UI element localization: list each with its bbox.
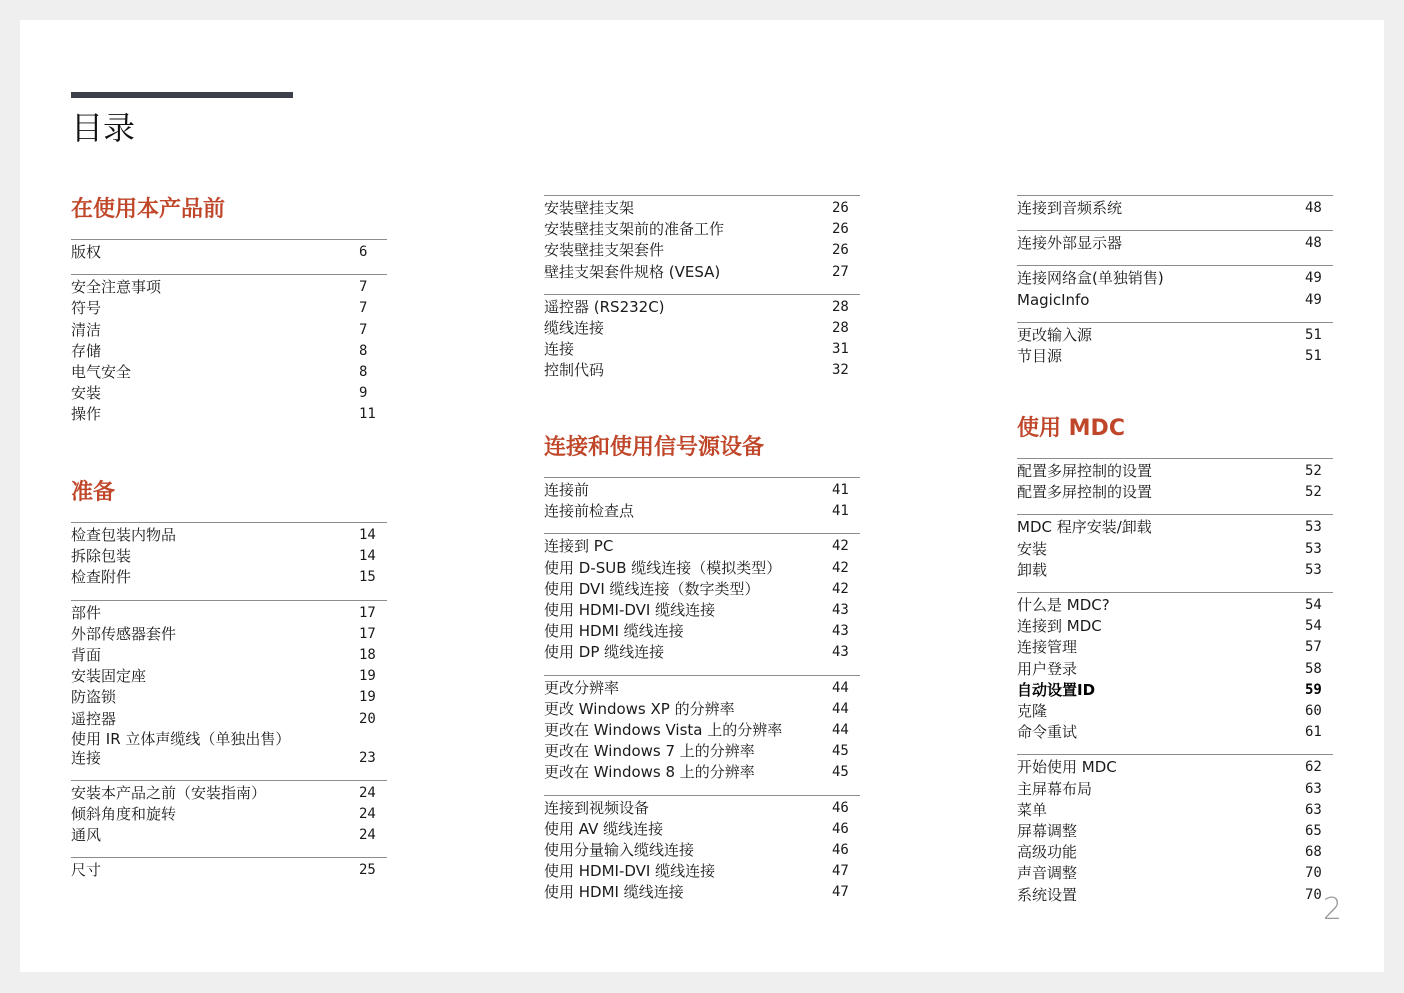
title-accent-bar bbox=[71, 92, 293, 98]
toc-entry-page: 24 bbox=[359, 784, 376, 801]
toc-entry-page: 58 bbox=[1305, 660, 1322, 677]
toc-entry-label: 使用 DP 缆线连接 bbox=[544, 643, 665, 662]
toc-entry[interactable] bbox=[1017, 821, 1333, 842]
toc-entry[interactable] bbox=[544, 536, 860, 557]
toc-entry[interactable] bbox=[1017, 885, 1333, 906]
toc-entry[interactable] bbox=[544, 501, 860, 522]
toc-column-1 bbox=[71, 195, 387, 880]
toc-entry[interactable] bbox=[1017, 722, 1333, 743]
toc-group bbox=[71, 780, 387, 847]
toc-entry[interactable] bbox=[1017, 616, 1333, 637]
toc-entry-label: 使用 AV 缆线连接 bbox=[544, 819, 664, 838]
toc-group bbox=[544, 533, 860, 663]
toc-entry[interactable] bbox=[544, 219, 860, 240]
toc-entry-page: 26 bbox=[832, 242, 849, 259]
toc-entry-label: 背面 bbox=[71, 646, 102, 665]
toc-entry-label: 外部传感器套件 bbox=[71, 624, 177, 643]
toc-entry-page: 70 bbox=[1305, 865, 1322, 882]
toc-entry-label: 用户登录 bbox=[1017, 659, 1078, 678]
toc-entry-page: 53 bbox=[1305, 519, 1322, 536]
toc-entry-label: 连接到 MDC bbox=[1017, 617, 1102, 636]
toc-entry-page: 49 bbox=[1305, 270, 1322, 287]
toc-entry-page: 44 bbox=[832, 700, 849, 717]
toc-entry-page: 41 bbox=[832, 503, 849, 520]
toc-entry-label: 使用分量输入缆线连接 bbox=[544, 841, 695, 860]
toc-entry-label: 高级功能 bbox=[1017, 843, 1078, 862]
page-number: 2 bbox=[1322, 892, 1342, 927]
toc-entry-label: 更改在 Windows 8 上的分辨率 bbox=[544, 763, 755, 782]
toc-entry-page: 60 bbox=[1305, 703, 1322, 720]
toc-entry-page: 32 bbox=[832, 362, 849, 379]
toc-entry-page: 7 bbox=[359, 321, 368, 338]
page-title: 目录 bbox=[71, 109, 136, 147]
toc-entry[interactable] bbox=[71, 783, 387, 804]
toc-entry-page: 15 bbox=[359, 569, 376, 586]
toc-entry[interactable] bbox=[71, 546, 387, 567]
toc-section bbox=[544, 195, 860, 382]
toc-entry[interactable] bbox=[1017, 659, 1333, 680]
toc-entry-page: 54 bbox=[1305, 597, 1322, 614]
toc-entry-label: 存储 bbox=[71, 341, 102, 360]
toc-entry-page: 65 bbox=[1305, 823, 1322, 840]
toc-entry-page: 63 bbox=[1305, 801, 1322, 818]
toc-entry-page: 7 bbox=[359, 279, 368, 296]
toc-entry-page: 47 bbox=[832, 863, 849, 880]
toc-entry-label: 连接到视频设备 bbox=[544, 798, 650, 817]
toc-entry-label: 安装本产品之前（安装指南） bbox=[71, 783, 267, 802]
toc-entry-page: 6 bbox=[359, 244, 368, 260]
toc-entry[interactable] bbox=[544, 579, 860, 600]
toc-entry-page: 61 bbox=[1305, 724, 1322, 741]
toc-entry[interactable] bbox=[544, 262, 860, 283]
toc-entry[interactable] bbox=[1017, 461, 1333, 482]
toc-group bbox=[71, 239, 387, 263]
toc-entry-page: 17 bbox=[359, 604, 376, 621]
toc-section bbox=[544, 433, 860, 915]
toc-entry-page: 57 bbox=[1305, 639, 1322, 656]
toc-entry[interactable] bbox=[1017, 560, 1333, 581]
toc-entry-label: 符号 bbox=[71, 299, 102, 318]
toc-group bbox=[1017, 195, 1333, 219]
toc-entry-label: 安装固定座 bbox=[71, 667, 147, 686]
toc-entry-label: 卸载 bbox=[1017, 560, 1048, 579]
toc-entry-label: 配置多屏控制的设置 bbox=[1017, 462, 1153, 480]
toc-entry[interactable] bbox=[544, 699, 860, 720]
toc-entry-label: 电气安全 bbox=[71, 363, 132, 382]
toc-entry-label: 克隆 bbox=[1017, 702, 1048, 721]
toc-entry[interactable] bbox=[71, 804, 387, 825]
toc-entry-page: 14 bbox=[359, 548, 376, 565]
toc-entry-label: 操作 bbox=[71, 405, 102, 424]
toc-entry-label: 安全注意事项 bbox=[71, 278, 162, 297]
toc-entry-page: 48 bbox=[1305, 200, 1322, 216]
toc-entry-page: 31 bbox=[832, 341, 849, 358]
toc-group bbox=[71, 274, 387, 425]
toc-entry-label: 更改分辨率 bbox=[544, 678, 620, 697]
toc-entry-label: 使用 D-SUB 缆线连接（模拟类型） bbox=[544, 558, 782, 577]
toc-column-3 bbox=[1017, 195, 1333, 904]
toc-entry-label: MagicInfo bbox=[1017, 290, 1090, 309]
toc-group bbox=[1017, 514, 1333, 581]
toc-entry-page: 28 bbox=[832, 298, 849, 315]
section-heading: 使用 MDC bbox=[1017, 416, 1125, 441]
toc-entry-label: 遥控器 (RS232C) bbox=[544, 297, 665, 316]
toc-group bbox=[544, 477, 860, 522]
toc-entry-page: 46 bbox=[832, 820, 849, 837]
toc-entry-label: 控制代码 bbox=[544, 361, 605, 380]
toc-entry[interactable] bbox=[544, 819, 860, 840]
toc-entry-page: 17 bbox=[359, 625, 376, 642]
toc-entry-page: 51 bbox=[1305, 348, 1322, 365]
toc-entry-label: 使用 IR 立体声缆线（单独出售） 连接 bbox=[71, 729, 291, 768]
toc-entry-label: 开始使用 MDC bbox=[1017, 758, 1117, 777]
toc-entry-page: 70 bbox=[1305, 886, 1322, 903]
toc-entry-label: 连接前检查点 bbox=[544, 502, 635, 521]
toc-entry-label: 连接 bbox=[544, 340, 575, 359]
toc-entry[interactable] bbox=[544, 339, 860, 360]
toc-entry[interactable] bbox=[544, 798, 860, 819]
toc-entry[interactable] bbox=[71, 242, 387, 263]
toc-entry[interactable] bbox=[71, 603, 387, 624]
toc-entry[interactable] bbox=[71, 298, 387, 319]
toc-entry-page: 43 bbox=[832, 602, 849, 619]
toc-entry-page: 44 bbox=[832, 679, 849, 696]
toc-entry[interactable] bbox=[71, 567, 387, 588]
toc-entry-page: 63 bbox=[1305, 780, 1322, 797]
toc-entry-page: 24 bbox=[359, 827, 376, 844]
toc-entry[interactable] bbox=[71, 525, 387, 546]
toc-entry[interactable] bbox=[71, 687, 387, 708]
toc-entry[interactable] bbox=[1017, 779, 1333, 800]
toc-entry-page: 46 bbox=[832, 842, 849, 859]
toc-entry-label: 尺寸 bbox=[71, 861, 102, 880]
toc-entry[interactable] bbox=[544, 240, 860, 261]
toc-entry-page: 27 bbox=[832, 263, 849, 280]
toc-entry-page: 68 bbox=[1305, 844, 1322, 861]
toc-entry[interactable] bbox=[544, 480, 860, 501]
toc-entry[interactable] bbox=[1017, 800, 1333, 821]
toc-entry[interactable] bbox=[71, 709, 387, 730]
toc-entry[interactable] bbox=[544, 318, 860, 339]
toc-entry-label: 使用 HDMI-DVI 缆线连接 bbox=[544, 862, 716, 881]
toc-entry-label: 连接到 PC bbox=[544, 537, 614, 556]
toc-group bbox=[71, 522, 387, 589]
toc-entry-label: 系统设置 bbox=[1017, 885, 1078, 904]
toc-group bbox=[544, 795, 860, 904]
toc-entry-label: 检查附件 bbox=[71, 568, 132, 587]
toc-entry-page: 47 bbox=[832, 884, 849, 901]
toc-entry-label: MDC 程序安装/卸载 bbox=[1017, 518, 1152, 537]
toc-entry-page: 52 bbox=[1305, 463, 1322, 479]
toc-group bbox=[1017, 230, 1333, 254]
toc-entry-label: 更改在 Windows 7 上的分辨率 bbox=[544, 742, 755, 761]
toc-group bbox=[1017, 265, 1333, 310]
toc-entry-page: 42 bbox=[832, 580, 849, 597]
toc-entry[interactable] bbox=[544, 720, 860, 741]
toc-group bbox=[1017, 754, 1333, 905]
toc-entry-page: 18 bbox=[359, 647, 376, 664]
toc-entry-page: 62 bbox=[1305, 759, 1322, 776]
toc-entry[interactable] bbox=[1017, 757, 1333, 778]
toc-entry-page: 19 bbox=[359, 689, 376, 706]
toc-entry-label: 倾斜角度和旋转 bbox=[71, 805, 177, 824]
toc-entry[interactable] bbox=[1017, 346, 1333, 367]
toc-entry-label: 屏幕调整 bbox=[1017, 822, 1078, 841]
toc-entry[interactable] bbox=[71, 341, 387, 362]
toc-entry-page: 26 bbox=[832, 200, 849, 216]
toc-entry-label: 缆线连接 bbox=[544, 319, 605, 338]
toc-entry[interactable] bbox=[1017, 198, 1333, 219]
toc-entry-page: 51 bbox=[1305, 326, 1322, 343]
toc-section bbox=[71, 478, 387, 893]
toc-entry-page: 14 bbox=[359, 527, 376, 543]
toc-entry-page: 23 bbox=[359, 749, 376, 766]
toc-entry[interactable] bbox=[544, 642, 860, 663]
toc-entry[interactable] bbox=[544, 678, 860, 699]
toc-entry-label: 安装壁挂支架套件 bbox=[544, 241, 665, 260]
toc-group bbox=[544, 195, 860, 283]
toc-entry-label: 更改 Windows XP 的分辨率 bbox=[544, 699, 735, 718]
toc-entry-page: 26 bbox=[832, 221, 849, 238]
toc-entry-label: 连接到音频系统 bbox=[1017, 199, 1123, 217]
toc-entry-page: 45 bbox=[832, 764, 849, 781]
toc-entry-label: 版权 bbox=[71, 243, 102, 261]
toc-entry-page: 53 bbox=[1305, 561, 1322, 578]
toc-entry-label: 连接管理 bbox=[1017, 638, 1078, 657]
toc-entry-label: 遥控器 bbox=[71, 709, 117, 728]
toc-entry-page: 11 bbox=[359, 406, 376, 423]
toc-entry-label: 主屏幕布局 bbox=[1017, 779, 1093, 798]
toc-entry[interactable] bbox=[544, 840, 860, 861]
toc-entry-page: 49 bbox=[1305, 291, 1322, 308]
toc-entry[interactable] bbox=[71, 624, 387, 645]
toc-entry-label: 通风 bbox=[71, 826, 102, 845]
toc-entry[interactable] bbox=[71, 277, 387, 298]
toc-entry-page: 44 bbox=[832, 722, 849, 739]
toc-entry-page: 8 bbox=[359, 342, 368, 359]
toc-entry-page: 53 bbox=[1305, 540, 1322, 557]
toc-entry[interactable] bbox=[544, 621, 860, 642]
toc-entry-label: 检查包装内物品 bbox=[71, 526, 177, 544]
toc-entry[interactable] bbox=[544, 600, 860, 621]
toc-entry-page: 43 bbox=[832, 644, 849, 661]
toc-entry[interactable] bbox=[71, 825, 387, 846]
section-heading: 准备 bbox=[71, 480, 116, 505]
toc-entry-label: 声音调整 bbox=[1017, 864, 1078, 883]
toc-entry[interactable] bbox=[544, 198, 860, 219]
toc-entry[interactable] bbox=[1017, 680, 1333, 701]
toc-entry[interactable] bbox=[71, 645, 387, 666]
toc-entry-label: 安装壁挂支架 bbox=[544, 199, 635, 217]
toc-entry-label: 使用 HDMI-DVI 缆线连接 bbox=[544, 601, 716, 620]
toc-entry[interactable] bbox=[544, 882, 860, 903]
toc-entry-label: 部件 bbox=[71, 603, 102, 622]
toc-entry[interactable] bbox=[71, 730, 387, 769]
toc-group bbox=[71, 857, 387, 881]
toc-entry-label: 使用 HDMI 缆线连接 bbox=[544, 883, 684, 902]
toc-section bbox=[1017, 414, 1333, 917]
toc-entry-page: 25 bbox=[359, 862, 376, 879]
toc-entry-label: 更改输入源 bbox=[1017, 325, 1093, 344]
toc-entry-page: 45 bbox=[832, 743, 849, 760]
toc-entry-label: 使用 HDMI 缆线连接 bbox=[544, 622, 684, 641]
toc-entry[interactable] bbox=[71, 860, 387, 881]
toc-entry-page: 41 bbox=[832, 482, 849, 498]
toc-group bbox=[1017, 592, 1333, 743]
toc-section bbox=[1017, 195, 1333, 367]
toc-entry-page: 59 bbox=[1305, 681, 1322, 698]
toc-entry-label: 命令重试 bbox=[1017, 723, 1078, 742]
toc-entry[interactable] bbox=[71, 320, 387, 341]
toc-group bbox=[1017, 458, 1333, 503]
toc-entry[interactable] bbox=[71, 666, 387, 687]
toc-entry-page: 43 bbox=[832, 623, 849, 640]
toc-entry[interactable] bbox=[71, 404, 387, 425]
toc-entry-label: 配置多屏控制的设置 bbox=[1017, 483, 1153, 502]
toc-entry[interactable] bbox=[1017, 701, 1333, 722]
toc-entry-label: 连接前 bbox=[544, 481, 590, 499]
toc-entry-page: 8 bbox=[359, 364, 368, 381]
toc-group bbox=[544, 294, 860, 382]
section-heading: 连接和使用信号源设备 bbox=[544, 435, 765, 460]
toc-entry[interactable] bbox=[1017, 637, 1333, 658]
toc-entry[interactable] bbox=[544, 741, 860, 762]
toc-entry[interactable] bbox=[1017, 842, 1333, 863]
toc-entry-page: 9 bbox=[359, 385, 368, 402]
toc-entry[interactable] bbox=[544, 558, 860, 579]
toc-section bbox=[71, 195, 387, 426]
toc-entry-label: 连接外部显示器 bbox=[1017, 234, 1123, 253]
toc-entry-page: 42 bbox=[832, 538, 849, 555]
toc-entry-page: 52 bbox=[1305, 484, 1322, 501]
toc-entry-label: 什么是 MDC? bbox=[1017, 596, 1110, 615]
toc-entry[interactable] bbox=[1017, 482, 1333, 503]
toc-entry-page: 54 bbox=[1305, 618, 1322, 635]
toc-entry[interactable] bbox=[544, 360, 860, 381]
toc-entry[interactable] bbox=[1017, 595, 1333, 616]
toc-entry[interactable] bbox=[71, 362, 387, 383]
toc-entry[interactable] bbox=[1017, 863, 1333, 884]
toc-entry-label: 拆除包装 bbox=[71, 547, 132, 566]
toc-entry-label: 壁挂支架套件规格 (VESA) bbox=[544, 262, 721, 281]
toc-entry-page: 24 bbox=[359, 806, 376, 823]
toc-group bbox=[1017, 322, 1333, 367]
toc-entry[interactable] bbox=[1017, 268, 1333, 289]
toc-column-2 bbox=[544, 195, 860, 902]
toc-entry-label: 菜单 bbox=[1017, 800, 1048, 819]
toc-entry-label: 自动设置ID bbox=[1017, 680, 1096, 699]
toc-entry-label: 节目源 bbox=[1017, 347, 1063, 366]
toc-entry[interactable] bbox=[1017, 290, 1333, 311]
section-heading: 在使用本产品前 bbox=[71, 197, 226, 222]
toc-entry-page: 20 bbox=[359, 710, 376, 727]
toc-entry[interactable] bbox=[544, 762, 860, 783]
toc-entry-label: 使用 DVI 缆线连接（数字类型） bbox=[544, 579, 760, 598]
toc-entry-label: 清洁 bbox=[71, 320, 102, 339]
toc-entry[interactable] bbox=[544, 297, 860, 318]
toc-entry-page: 46 bbox=[832, 799, 849, 816]
toc-group bbox=[71, 600, 387, 769]
toc-entry[interactable] bbox=[1017, 325, 1333, 346]
toc-entry-page: 28 bbox=[832, 320, 849, 337]
toc-entry-page: 7 bbox=[359, 300, 368, 317]
toc-entry-page: 42 bbox=[832, 559, 849, 576]
toc-entry-label: 安装 bbox=[71, 384, 102, 403]
toc-entry[interactable] bbox=[1017, 539, 1333, 560]
toc-entry-label: 连接网络盒(单独销售) bbox=[1017, 269, 1164, 288]
toc-entry-page: 48 bbox=[1305, 235, 1322, 252]
toc-entry-label: 防盗锁 bbox=[71, 688, 117, 707]
toc-entry-label: 安装 bbox=[1017, 539, 1048, 558]
toc-group bbox=[544, 675, 860, 784]
toc-entry-label: 安装壁挂支架前的准备工作 bbox=[544, 220, 725, 239]
toc-entry-label: 更改在 Windows Vista 上的分辨率 bbox=[544, 721, 783, 740]
toc-entry-page: 19 bbox=[359, 668, 376, 685]
toc-entry[interactable] bbox=[544, 861, 860, 882]
toc-entry[interactable] bbox=[71, 383, 387, 404]
toc-entry[interactable] bbox=[1017, 517, 1333, 538]
toc-entry[interactable] bbox=[1017, 233, 1333, 254]
